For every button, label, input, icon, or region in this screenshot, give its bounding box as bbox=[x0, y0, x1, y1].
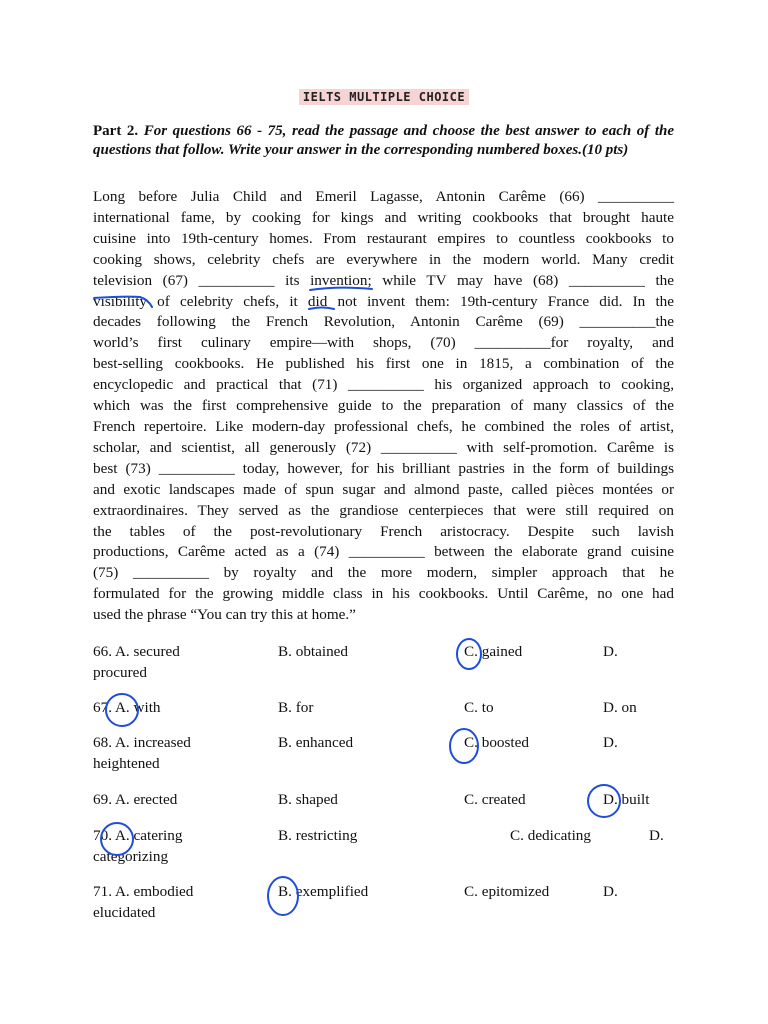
passage-line: cuisine into 19th-century homes. From restaurant empires to countless cookbooks to bbox=[93, 229, 674, 247]
option-a[interactable]: 67. A. with bbox=[93, 699, 161, 716]
page-title bbox=[0, 88, 768, 106]
passage-line: television (67) __________ its invention; while TV may have (68) __________ the bbox=[93, 271, 674, 289]
passage-line: which was the first comprehensive guide to the preparation of many classics of the bbox=[93, 397, 674, 415]
passage-line: scholar, and scientist, all generously (72) __________ with self-promotion. Carême is bbox=[93, 438, 674, 456]
option-c[interactable]: C. dedicating bbox=[510, 827, 591, 844]
question-70 bbox=[93, 827, 693, 867]
passage-line: used the phrase “You can try this at home.” bbox=[93, 606, 356, 624]
passage-line: and exotic landscapes made of spun sugar and almond paste, called pièces montées or bbox=[93, 480, 674, 498]
instructions bbox=[93, 122, 674, 159]
question-66 bbox=[93, 643, 693, 683]
passage-line: productions, Carême acted as a (74) __________ between the elaborate grand cuisine bbox=[93, 543, 674, 561]
option-c[interactable]: C. to bbox=[464, 699, 494, 716]
option-b[interactable]: B. shaped bbox=[278, 791, 338, 808]
passage-line: encyclopedic and practical that (71) __________ his organized approach to cooking, bbox=[93, 376, 674, 394]
reading-passage bbox=[93, 187, 674, 626]
passage-line: best (73) __________ today, however, for his brilliant pastries in the form of buildings bbox=[93, 459, 674, 477]
passage-line: best-selling cookbooks. He published his first one in 1815, a combination of the bbox=[93, 355, 674, 373]
option-b[interactable]: B. for bbox=[278, 699, 314, 716]
option-a[interactable]: 71. A. embodied bbox=[93, 883, 194, 900]
passage-line: (75) __________ by royalty and the more modern, simpler approach that he bbox=[93, 564, 674, 582]
question-68 bbox=[93, 734, 693, 774]
option-b[interactable]: B. exemplified bbox=[278, 883, 369, 900]
passage-line: cooking shows, celebrity chefs are everywhere in the modern world. Many credit bbox=[93, 250, 674, 268]
passage-line: world’s first culinary empire—with shops, (70) __________for royalty, and bbox=[93, 334, 674, 352]
option-b[interactable]: B. enhanced bbox=[278, 734, 354, 751]
option-d[interactable]: D. bbox=[603, 883, 618, 900]
option-c[interactable]: C. boosted bbox=[464, 734, 529, 751]
option-a[interactable]: 68. A. increased bbox=[93, 734, 191, 751]
option-d[interactable]: D. on bbox=[603, 699, 637, 716]
question-69 bbox=[93, 791, 693, 831]
option-c[interactable]: C. created bbox=[464, 791, 526, 808]
title-text: IELTS MULTIPLE CHOICE bbox=[299, 89, 469, 105]
option-b[interactable]: B. obtained bbox=[278, 643, 349, 660]
option-d[interactable]: D. bbox=[603, 734, 618, 751]
passage-line: the tables of the post-revolutionary French aristocracy. Despite such lavish bbox=[93, 522, 674, 540]
passage-line: decades following the French Revolution, Antonin Carême (69) __________the bbox=[93, 313, 674, 331]
passage-line: international fame, by cooking for kings and writing cookbooks that brought haute bbox=[93, 208, 674, 226]
option-c[interactable]: C. gained bbox=[464, 643, 523, 660]
option-c[interactable]: C. epitomized bbox=[464, 883, 550, 900]
passage-line: French repertoire. Like modern-day professional chefs, he combined the roles of artist, bbox=[93, 417, 674, 435]
option-a[interactable]: 69. A. erected bbox=[93, 791, 178, 808]
question-67 bbox=[93, 699, 693, 739]
option-d-continuation: heightened bbox=[93, 755, 160, 772]
option-d[interactable]: D. bbox=[649, 827, 664, 844]
option-d[interactable]: D. bbox=[603, 643, 618, 660]
passage-line: visibility of celebrity chefs, it did not invent them: 19th-century France did. In the bbox=[93, 292, 674, 310]
option-b[interactable]: B. restricting bbox=[278, 827, 358, 844]
option-d[interactable]: D. built bbox=[603, 791, 650, 808]
option-d-continuation: procured bbox=[93, 664, 147, 681]
part-label: Part 2. bbox=[93, 123, 139, 139]
instructions-text: For questions 66 - 75, read the passage and choose the best answer to each of the questions that follow. Write your answer in the corresponding numbered boxes.(10 pts) bbox=[93, 123, 675, 158]
question-71 bbox=[93, 883, 693, 923]
option-d-continuation: elucidated bbox=[93, 904, 156, 921]
option-a[interactable]: 70. A. catering bbox=[93, 827, 183, 844]
option-a[interactable]: 66. A. secured bbox=[93, 643, 180, 660]
option-d-continuation: categorizing bbox=[93, 848, 169, 865]
passage-line: Long before Julia Child and Emeril Lagasse, Antonin Carême (66) __________ bbox=[93, 188, 674, 205]
passage-line: extraordinaires. They served as the grandiose centerpieces that were still required on bbox=[93, 501, 674, 519]
passage-line: formulated for the growing middle class in his cookbooks. Until Carême, no one had bbox=[93, 585, 674, 603]
